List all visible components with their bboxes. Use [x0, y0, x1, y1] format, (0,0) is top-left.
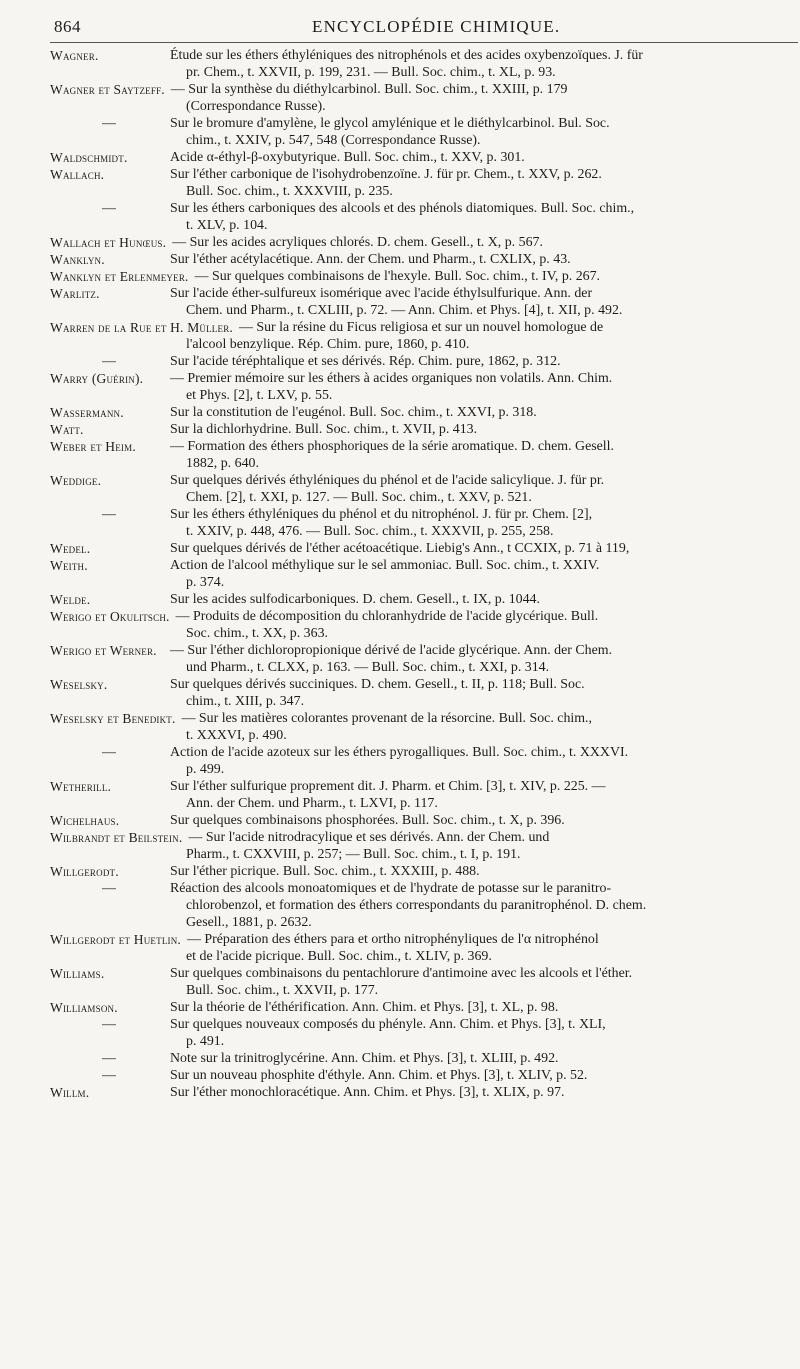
ditto-dash: —: [102, 116, 116, 131]
entry-line: [0, 659, 800, 676]
ditto-dash: —: [102, 1068, 116, 1083]
entry-author: Willgerodt et Huetlin.: [50, 932, 181, 947]
bibliography-entry: [0, 200, 800, 234]
bibliography-entry: [0, 557, 800, 591]
bibliography-entry: [0, 710, 800, 744]
entry-author: Weselsky.: [50, 677, 108, 692]
entry-line: [0, 1067, 800, 1084]
bibliography-entry: [0, 234, 800, 251]
entry-line: [0, 47, 800, 64]
entry-line: [0, 183, 800, 200]
entry-text: — Sur les acides acryliques chlorés. D. chem. Gesell., t. X, p. 567.: [172, 235, 543, 250]
entry-text: — Sur les matières colorantes provenant de la résorcine. Bull. Soc. chim.,: [181, 711, 592, 726]
entry-text: et Phys. [2], t. LXV, p. 55.: [186, 388, 333, 403]
entry-text: Action de l'acide azoteux sur les éthers pyrogalliques. Bull. Soc. chim., t. XXXVI.: [170, 745, 629, 760]
bibliography-entry: [0, 149, 800, 166]
entry-line: [0, 1050, 800, 1067]
entry-author: Waldschmidt.: [50, 150, 128, 165]
entry-text: Pharm., t. CXXVIII, p. 257; — Bull. Soc. chim., t. I, p. 191.: [186, 847, 521, 862]
entry-line: [0, 574, 800, 591]
entry-line: [0, 999, 800, 1016]
entry-line: [0, 234, 800, 251]
entry-text: — Premier mémoire sur les éthers à acides organiques non volatils. Ann. Chim.: [170, 371, 613, 386]
entry-line: [0, 540, 800, 557]
entry-line: [0, 1033, 800, 1050]
bibliography-entry: [0, 829, 800, 863]
entry-line: [0, 421, 800, 438]
running-header: [0, 17, 800, 39]
bibliography-entry: [0, 608, 800, 642]
entry-text: p. 491.: [186, 1034, 225, 1049]
bibliography-entry: [0, 404, 800, 421]
bibliography-entry: [0, 812, 800, 829]
bibliography-entry: [0, 472, 800, 506]
bibliography-entry: [0, 676, 800, 710]
running-title: ENCYCLOPÉDIE CHIMIQUE.: [312, 17, 561, 36]
entry-line: [0, 387, 800, 404]
entry-text: — Formation des éthers phosphoriques de la série aromatique. D. chem. Gesell.: [170, 439, 614, 454]
entry-author: Weddige.: [50, 473, 102, 488]
bibliography-entry: [0, 115, 800, 149]
entry-text: (Correspondance Russe).: [186, 99, 326, 114]
entry-text: t. XLV, p. 104.: [186, 218, 268, 233]
entry-line: [0, 676, 800, 693]
entry-author: Warry (Guérin).: [50, 371, 144, 386]
entry-line: [0, 302, 800, 319]
entry-author: Wilbrandt et Beilstein.: [50, 830, 183, 845]
entry-line: [0, 761, 800, 778]
entry-text: Sur le bromure d'amylène, le glycol amylénique et le diéthylcarbinol. Bul. Soc.: [170, 116, 610, 131]
entry-line: [0, 846, 800, 863]
entry-text: Sur quelques dérivés succiniques. D. chem. Gesell., t. II, p. 118; Bull. Soc.: [170, 677, 585, 692]
bibliography-entry: [0, 880, 800, 931]
bibliography-entry: [0, 863, 800, 880]
entry-text: Sur les éthers éthyléniques du phénol et du nitrophénol. J. für pr. Chem. [2],: [170, 507, 593, 522]
entry-line: [0, 591, 800, 608]
entry-text: Sur quelques dérivés éthyléniques du phénol et de l'acide salicylique. J. für pr.: [170, 473, 605, 488]
entry-line: [0, 285, 800, 302]
entry-line: [0, 608, 800, 625]
ditto-dash: —: [102, 507, 116, 522]
entry-line: [0, 625, 800, 642]
bibliography-entry: [0, 81, 800, 115]
bibliography-entry: [0, 1016, 800, 1050]
entry-text: Bull. Soc. chim., t. XXXVIII, p. 235.: [186, 184, 393, 199]
bibliography-entry: [0, 47, 800, 81]
ditto-dash: —: [102, 881, 116, 896]
bibliography-entry: [0, 744, 800, 778]
entry-text: Sur l'éther acétylacétique. Ann. der Chem. und Pharm., t. CXLIX, p. 43.: [170, 252, 571, 267]
ditto-dash: —: [102, 354, 116, 369]
bibliography-entry: [0, 778, 800, 812]
entry-text: Sur la théorie de l'éthérification. Ann. Chim. et Phys. [3], t. XL, p. 98.: [170, 1000, 559, 1015]
entry-author: Wagner et Saytzeff.: [50, 82, 165, 97]
page-number: 864: [54, 17, 81, 36]
entry-text: 1882, p. 640.: [186, 456, 259, 471]
entry-line: [0, 98, 800, 115]
entry-line: [0, 64, 800, 81]
entry-text: und Pharm., t. CLXX, p. 163. — Bull. Soc. chim., t. XXI, p. 314.: [186, 660, 550, 675]
entry-text: l'alcool benzylique. Rép. Chim. pure, 1860, p. 410.: [186, 337, 470, 352]
entry-text: Sur la dichlorhydrine. Bull. Soc. chim., t. XVII, p. 413.: [170, 422, 478, 437]
entry-line: [0, 693, 800, 710]
entry-text: Sur l'éther sulfurique proprement dit. J. Pharm. et Chim. [3], t. XIV, p. 225. —: [170, 779, 606, 794]
entry-author: Willm.: [50, 1085, 90, 1100]
bibliography-entry: [0, 999, 800, 1016]
entry-text: Sur l'éther picrique. Bull. Soc. chim., t. XXXIII, p. 488.: [170, 864, 480, 879]
entry-text: pr. Chem., t. XXVII, p. 199, 231. — Bull. Soc. chim., t. XL, p. 93.: [186, 65, 556, 80]
entry-line: [0, 880, 800, 897]
bibliography-entry: [0, 1050, 800, 1067]
bibliography-entry: [0, 591, 800, 608]
entry-text: Sur les acides sulfodicarboniques. D. chem. Gesell., t. IX, p. 1044.: [170, 592, 540, 607]
entry-line: [0, 744, 800, 761]
entry-author: Watt.: [50, 422, 84, 437]
entry-text: Sur la constitution de l'eugénol. Bull. Soc. chim., t. XXVI, p. 318.: [170, 405, 537, 420]
entry-line: [0, 829, 800, 846]
bibliography-entry: [0, 268, 800, 285]
entry-line: [0, 557, 800, 574]
entry-text: — Sur la synthèse du diéthylcarbinol. Bull. Soc. chim., t. XXIII, p. 179: [170, 82, 568, 97]
entry-text: Sur les éthers carboniques des alcools et des phénols diatomiques. Bull. Soc. chim.,: [170, 201, 635, 216]
entry-text: t. XXIV, p. 448, 476. — Bull. Soc. chim., t. XXXVII, p. 255, 258.: [186, 524, 554, 539]
ditto-dash: —: [102, 1051, 116, 1066]
entry-text: Note sur la trinitroglycérine. Ann. Chim. et Phys. [3], t. XLIII, p. 492.: [170, 1051, 559, 1066]
entry-line: [0, 642, 800, 659]
entry-author: Wagner.: [50, 48, 99, 63]
entry-text: — Sur l'éther dichloropropionique dérivé de l'acide glycérique. Ann. der Chem.: [170, 643, 613, 658]
entry-line: [0, 506, 800, 523]
bibliography-entry: [0, 438, 800, 472]
entry-line: [0, 897, 800, 914]
entry-text: Sur quelques nouveaux composés du phényle. Ann. Chim. et Phys. [3], t. XLI,: [170, 1017, 606, 1032]
entry-text: — Sur quelques combinaisons de l'hexyle. Bull. Soc. chim., t. IV, p. 267.: [194, 269, 601, 284]
entry-line: [0, 319, 800, 336]
entry-line: [0, 200, 800, 217]
entry-line: [0, 727, 800, 744]
entry-text: Réaction des alcools monoatomiques et de l'hydrate de potasse sur le paranitro-: [170, 881, 612, 896]
ditto-dash: —: [102, 745, 116, 760]
entry-text: chlorobenzol, et formation des éthers correspondants du paranitrophénol. D. chem.: [186, 898, 647, 913]
bibliography-entry: [0, 965, 800, 999]
entry-text: — Sur la résine du Ficus religiosa et sur un nouvel homologue de: [238, 320, 604, 335]
entry-text: Soc. chim., t. XX, p. 363.: [186, 626, 328, 641]
entry-line: [0, 863, 800, 880]
entry-line: [0, 472, 800, 489]
entry-author: Welde.: [50, 592, 91, 607]
entry-text: Sur quelques combinaisons du pentachlorure d'antimoine avec les alcools et l'éther.: [170, 966, 633, 981]
entry-line: [0, 455, 800, 472]
entry-text: chim., t. XIII, p. 347.: [186, 694, 305, 709]
entry-text: Sur un nouveau phosphite d'éthyle. Ann. Chim. et Phys. [3], t. XLIV, p. 52.: [170, 1068, 588, 1083]
entry-line: [0, 370, 800, 387]
entry-line: [0, 166, 800, 183]
bibliography-entry: [0, 1067, 800, 1084]
entry-text: Gesell., 1881, p. 2632.: [186, 915, 312, 930]
entry-text: Action de l'alcool méthylique sur le sel ammoniac. Bull. Soc. chim., t. XXIV.: [170, 558, 600, 573]
entry-line: [0, 268, 800, 285]
entry-text: et de l'acide picrique. Bull. Soc. chim., t. XLIV, p. 369.: [186, 949, 492, 964]
entry-author: Williamson.: [50, 1000, 118, 1015]
entry-text: Chem. und Pharm., t. CXLIII, p. 72. — Ann. Chim. et Phys. [4], t. XII, p. 492.: [186, 303, 623, 318]
entry-author: Werigo et Okulitsch.: [50, 609, 170, 624]
bibliography-entry: [0, 251, 800, 268]
entry-text: Ann. der Chem. und Pharm., t. LXVI, p. 117.: [186, 796, 438, 811]
bibliography-entry: [0, 931, 800, 965]
entry-line: [0, 778, 800, 795]
entry-line: [0, 812, 800, 829]
entry-author: Wallach et Hunœus.: [50, 235, 167, 250]
entry-line: [0, 523, 800, 540]
entry-line: [0, 251, 800, 268]
entry-author: Wedel.: [50, 541, 91, 556]
entry-text: Sur l'acide téréphtalique et ses dérivés. Rép. Chim. pure, 1862, p. 312.: [170, 354, 561, 369]
entry-line: [0, 149, 800, 166]
entry-line: [0, 710, 800, 727]
entry-line: [0, 438, 800, 455]
entry-line: [0, 965, 800, 982]
entry-text: Sur quelques combinaisons phosphorées. Bull. Soc. chim., t. X, p. 396.: [170, 813, 565, 828]
ditto-dash: —: [102, 201, 116, 216]
entry-text: Sur quelques dérivés de l'éther acétoacétique. Liebig's Ann., t CCXIX, p. 71 à 119,: [170, 541, 630, 556]
entry-author: Warren de la Rue et H. Müller.: [50, 320, 233, 335]
entry-line: [0, 489, 800, 506]
entry-author: Werigo et Werner.: [50, 643, 157, 658]
entry-author: Willgerodt.: [50, 864, 119, 879]
entry-text: Sur l'acide éther-sulfureux isomérique avec l'acide éthylsulfurique. Ann. der: [170, 286, 593, 301]
entry-author: Weith.: [50, 558, 88, 573]
bibliography-entry: [0, 319, 800, 353]
bibliography-list: [0, 47, 800, 1101]
bibliography-entry: [0, 285, 800, 319]
bibliography-entry: [0, 353, 800, 370]
entry-text: — Produits de décomposition du chloranhydride de l'acide glycérique. Bull.: [175, 609, 599, 624]
entry-text: Sur l'éther monochloracétique. Ann. Chim. et Phys. [3], t. XLIX, p. 97.: [170, 1085, 565, 1100]
entry-line: [0, 931, 800, 948]
entry-author: Williams.: [50, 966, 105, 981]
entry-line: [0, 1016, 800, 1033]
entry-text: t. XXXVI, p. 490.: [186, 728, 287, 743]
entry-author: Wassermann.: [50, 405, 124, 420]
bibliography-entry: [0, 370, 800, 404]
entry-text: Acide α-éthyl-β-oxybutyrique. Bull. Soc. chim., t. XXV, p. 301.: [170, 150, 525, 165]
entry-text: Bull. Soc. chim., t. XXVII, p. 177.: [186, 983, 379, 998]
entry-text: Chem. [2], t. XXI, p. 127. — Bull. Soc. chim., t. XXV, p. 521.: [186, 490, 532, 505]
entry-line: [0, 353, 800, 370]
entry-line: [0, 217, 800, 234]
entry-author: Wanklyn.: [50, 252, 105, 267]
entry-line: [0, 404, 800, 421]
entry-line: [0, 1084, 800, 1101]
entry-author: Wichelhaus.: [50, 813, 120, 828]
bibliography-entry: [0, 506, 800, 540]
entry-line: [0, 336, 800, 353]
entry-text: — Sur l'acide nitrodracylique et ses dérivés. Ann. der Chem. und: [188, 830, 550, 845]
entry-text: — Préparation des éthers para et ortho nitrophényliques de l'α nitrophénol: [187, 932, 599, 947]
entry-line: [0, 115, 800, 132]
entry-author: Weber et Heim.: [50, 439, 136, 454]
entry-author: Wallach.: [50, 167, 105, 182]
entry-text: Sur l'éther carbonique de l'isohydrobenzoïne. J. für pr. Chem., t. XXV, p. 262.: [170, 167, 602, 182]
entry-line: [0, 982, 800, 999]
entry-text: Étude sur les éthers éthyléniques des nitrophénols et des acides oxybenzoïques. J. für: [170, 48, 643, 63]
header-rule: [50, 42, 798, 43]
bibliography-entry: [0, 166, 800, 200]
entry-line: [0, 795, 800, 812]
entry-text: chim., t. XXIV, p. 547, 548 (Correspondance Russe).: [186, 133, 481, 148]
entry-line: [0, 81, 800, 98]
bibliography-entry: [0, 642, 800, 676]
ditto-dash: —: [102, 1017, 116, 1032]
entry-line: [0, 132, 800, 149]
bibliography-entry: [0, 540, 800, 557]
entry-text: p. 499.: [186, 762, 225, 777]
entry-line: [0, 914, 800, 931]
entry-author: Wetherill.: [50, 779, 112, 794]
bibliography-entry: [0, 1084, 800, 1101]
bibliography-entry: [0, 421, 800, 438]
entry-author: Wanklyn et Erlenmeyer.: [50, 269, 189, 284]
entry-text: p. 374.: [186, 575, 225, 590]
entry-author: Weselsky et Benedikt.: [50, 711, 176, 726]
entry-line: [0, 948, 800, 965]
entry-author: Warlitz.: [50, 286, 100, 301]
